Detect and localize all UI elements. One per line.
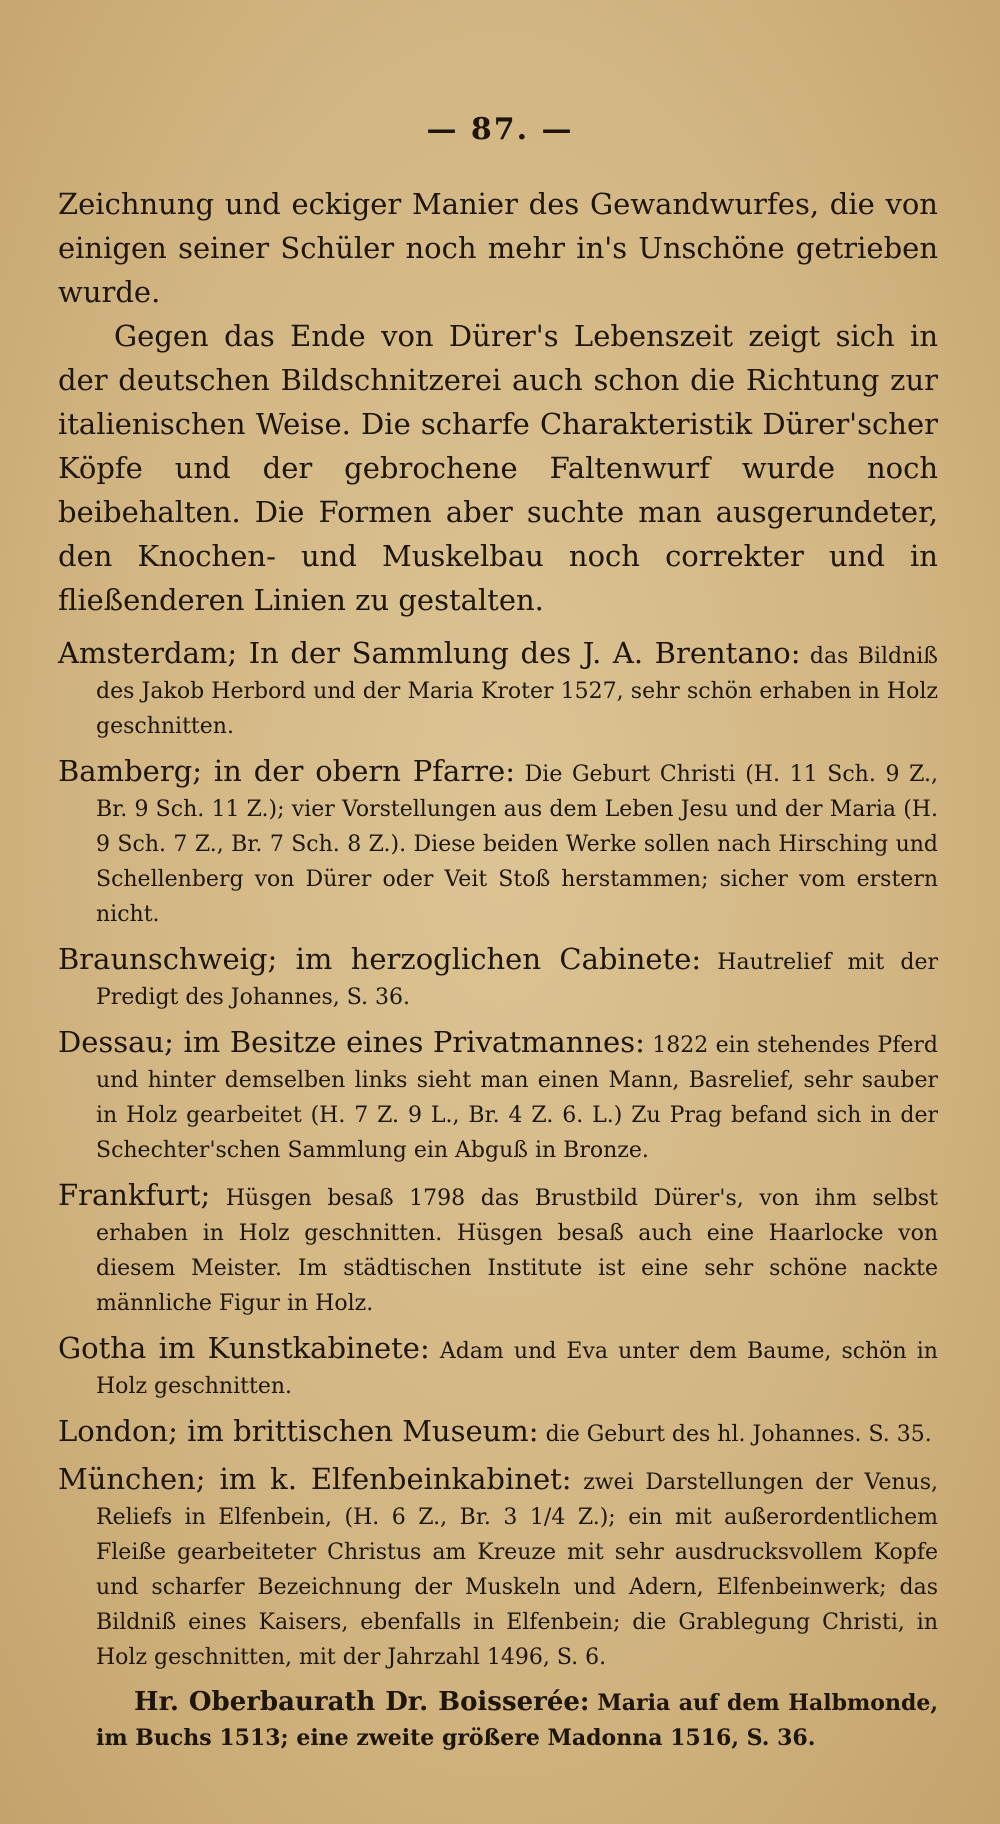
entry-frankfurt (58, 1178, 938, 1321)
main-text (58, 182, 938, 622)
entry-amsterdam (58, 636, 938, 744)
entry-place: Frankfurt; (58, 1178, 211, 1212)
entry-text: Die Geburt Christi (H. 11 Sch. 9 Z., Br. 9 Sch. 11 Z.); vier Vorstellungen aus dem Leben Jesu und der Maria (H. 9 Sch. 7 Z., Br. 7 Sch. 8 Z.). Diese beiden Werke sollen nach Hirsching und Schellenberg von Dürer oder Veit Stoß herstammen; sicher vom erstern nicht. (96, 762, 938, 927)
entry-muenchen (58, 1462, 938, 1675)
location-list (58, 636, 938, 1756)
entry-braunschweig (58, 942, 938, 1015)
entry-place: München; im k. Elfenbeinkabinet: (58, 1462, 572, 1496)
entry-text: Hautrelief mit der Predigt des Johannes, S. 36. (96, 950, 938, 1010)
entry-place: Gotha im Kunstkabinete: (58, 1331, 430, 1365)
entry-text: zwei Darstellungen der Venus, Reliefs in Elfenbein, (H. 6 Z., Br. 3 1/4 Z.); ein mit außerordentlichem Fleiße gearbeiteter Christus am Kreuze mit sehr ausdrucksvollem Kopfe und scharfer Bezeichnung der Muskeln und Adern, Elfenbeinwerk; das Bildniß eines Kaisers, ebenfalls in Elfenbein; die Grablegung Christi, in Holz geschnitten, mit der Jahrzahl 1496, S. 6. (96, 1470, 938, 1670)
entry-dessau (58, 1025, 938, 1168)
paragraph-1: Zeichnung und eckiger Manier des Gewandwurfes, die von einigen seiner Schüler noch mehr in's Unschöne getrieben wurde. (58, 187, 938, 309)
entry-place: Braunschweig; im herzoglichen Cabinete: (58, 942, 702, 976)
paragraph-2: Gegen das Ende von Dürer's Lebenszeit zeigt sich in der deutschen Bildschnitzerei auch schon die Richtung zur italienischen Weise. Die scharfe Charakteristik Dürer'scher Köpfe und der gebrochene Faltenwurf wurde noch beibehalten. Die Formen aber suchte man ausgerundeter, den Knochen- und Muskelbau noch correkter und in fließenderen Linien zu gestalten. (58, 319, 938, 617)
page-number: — 87. — (426, 112, 574, 147)
entry-text: das Bildniß des Jakob Herbord und der Maria Kroter 1527, sehr schön erhaben in Holz geschnitten. (96, 644, 938, 739)
entry-text: Hüsgen besaß 1798 das Brustbild Dürer's, von ihm selbst erhaben in Holz geschnitten. Hüsgen besaß auch eine Haarlocke von diesem Meister. Im städtischen Institute ist eine sehr schöne nackte männliche Figur in Holz. (96, 1186, 938, 1316)
entry-boisseree (58, 1685, 938, 1756)
entry-gotha (58, 1331, 938, 1404)
entry-place: Bamberg; in der obern Pfarre: (58, 754, 515, 788)
entry-place: Hr. Oberbaurath Dr. Boisserée: (134, 1687, 590, 1717)
entry-place: Dessau; im Besitze eines Privatmannes: (58, 1025, 645, 1059)
entry-place: Amsterdam; In der Sammlung des J. A. Brentano: (58, 636, 801, 670)
entry-text: 1822 ein stehendes Pferd und hinter demselben links sieht man einen Mann, Basrelief, sehr sauber in Holz gearbeitet (H. 7 Z. 9 L., Br. 4 Z. 6. L.) Zu Prag befand sich in der Schechter'schen Sammlung ein Abguß in Bronze. (96, 1033, 938, 1163)
entry-text: die Geburt des hl. Johannes. S. 35. (545, 1422, 932, 1447)
entry-place: London; im brittischen Museum: (58, 1414, 539, 1448)
entry-london (58, 1414, 938, 1452)
entry-bamberg (58, 754, 938, 932)
entry-text: Maria auf dem Halbmonde, im Buchs 1513; eine zweite größere Madonna 1516, S. 36. (96, 1690, 938, 1751)
entry-text: Adam und Eva unter dem Baume, schön in Holz geschnitten. (96, 1339, 938, 1399)
